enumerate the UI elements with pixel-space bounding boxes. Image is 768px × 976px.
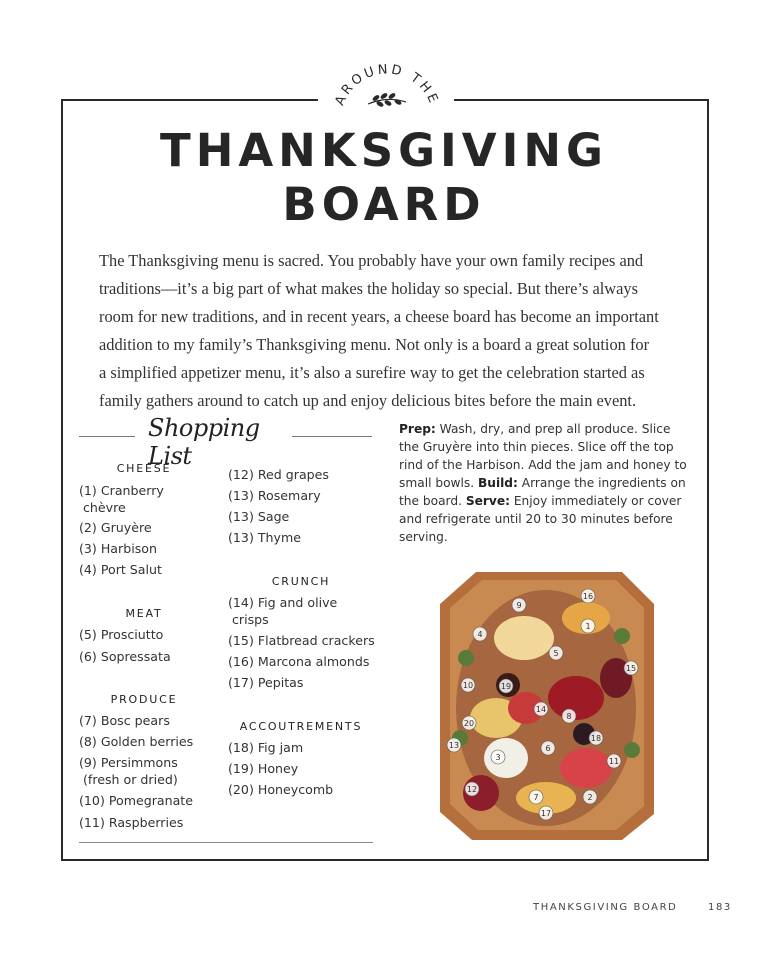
list-item: (12) Red grapes [228,467,329,482]
svg-text:4: 4 [477,630,483,639]
svg-text:18: 18 [590,734,602,743]
list-item: (3) Harbison [79,541,157,556]
shopping-bottom-rule [79,842,373,843]
ingredient-number-17 [539,806,553,820]
board-photo [436,568,658,844]
page-title-line1: THANKSGIVING [160,124,608,177]
cheese-heading: CHEESE [116,462,172,475]
shopping-rule-right [292,436,372,437]
list-item: (14) Fig and olive crisps [228,595,338,627]
svg-text:13: 13 [448,741,460,750]
around-the-arc [320,52,454,122]
svg-text:19: 19 [500,682,512,691]
list-item: (10) Pomegranate [79,793,193,808]
ingredient-number-6 [541,741,555,755]
svg-text:11: 11 [608,757,620,766]
list-item: (6) Sopressata [79,649,171,664]
ingredient-number-10 [461,678,475,692]
list-item: (4) Port Salut [79,562,162,577]
prep-text: Wash, dry, and prep all produce. Slice the Gruyère into thin pieces. Slice off the top rind of the Harbison. Add the jam and honey to small bowls. [399,422,687,490]
list-item: (18) Fig jam [228,740,304,755]
svg-text:16: 16 [582,592,594,601]
list-item: (7) Bosc pears [79,713,170,728]
list-item: (17) Pepitas [228,675,304,690]
list-item: (15) Flatbread crackers [228,633,375,648]
ingredient-number-20 [462,716,476,730]
ingredient-number-5 [549,646,563,660]
list-item: (13) Thyme [228,530,301,545]
list-item: (11) Raspberries [79,815,184,830]
ingredient-number-15 [624,661,638,675]
build-text: Arrange the ingredients on the board. [399,476,686,508]
ingredient-number-18 [589,731,603,745]
ingredient-number-16 [581,589,595,603]
accoutrements-heading: ACCOUTREMENTS [239,720,363,733]
ingredient-number-9 [512,598,526,612]
shopping-list-title: Shopping List [148,414,260,470]
ingredient-number-11 [607,754,621,768]
ingredient-number-4 [473,627,487,641]
ingredient-number-2 [583,790,597,804]
crunch-heading: CRUNCH [271,575,331,588]
svg-text:1: 1 [585,622,591,631]
page-number: 183 [708,902,732,913]
ingredient-number-13 [447,738,461,752]
list-item: (20) Honeycomb [228,782,334,797]
running-head: THANKSGIVING BOARD [533,902,678,913]
svg-text:3: 3 [495,753,501,762]
ingredient-number-12 [465,782,479,796]
svg-text:2: 2 [587,793,593,802]
intro-paragraph: The Thanksgiving menu is sacred. You probably have your own family recipes and traditions—it’s a big part of what makes the holiday so special. But there’s always room for new traditions, and in recent years, a cheese board has become an important addition to my family’s Thanksgiving menu. Not only is a board a great solution for a simplified appetizer menu, it’s also a surefire way to get the celebration started as family gathers around to catch up and enjoy delicious bites before the main event. [99,251,659,410]
list-item: (5) Prosciutto [79,627,164,642]
serve-label: Serve: [465,494,510,508]
list-item: (9) Persimmons (fresh or dried) [79,755,178,787]
shopping-rule-left [79,436,135,437]
ingredient-number-7 [529,790,543,804]
arc-text: AROUND THE [332,62,442,108]
list-item: (13) Rosemary [228,488,321,503]
svg-text:5: 5 [553,649,559,658]
ingredient-number-14 [534,702,548,716]
svg-text:17: 17 [540,809,552,818]
ingredient-number-3 [491,750,505,764]
prep-label: Prep: [399,422,436,436]
ingredient-number-8 [562,709,576,723]
svg-text:6: 6 [545,744,551,753]
svg-text:8: 8 [566,712,572,721]
ingredient-number-19 [499,679,513,693]
svg-text:14: 14 [535,705,547,714]
meat-heading: MEAT [125,607,163,620]
list-item: (2) Gruyère [79,520,152,535]
svg-text:12: 12 [466,785,478,794]
list-item: (19) Honey [228,761,299,776]
svg-text:15: 15 [625,664,637,673]
svg-text:20: 20 [463,719,475,728]
page-title-line2: BOARD [282,178,486,231]
list-item: (1) Cranberry chèvre [79,483,164,515]
serve-text: Enjoy immediately or cover and refrigerate until 20 to 30 minutes before serving. [399,494,682,544]
ingredient-number-1 [581,619,595,633]
sprig-icon [368,93,406,107]
list-item: (8) Golden berries [79,734,194,749]
instructions-paragraph [399,420,693,546]
produce-heading: PRODUCE [110,693,178,706]
build-label: Build: [477,476,518,490]
svg-text:7: 7 [533,793,539,802]
list-item: (13) Sage [228,509,290,524]
svg-text:9: 9 [516,601,522,610]
svg-text:10: 10 [462,681,474,690]
list-item: (16) Marcona almonds [228,654,370,669]
